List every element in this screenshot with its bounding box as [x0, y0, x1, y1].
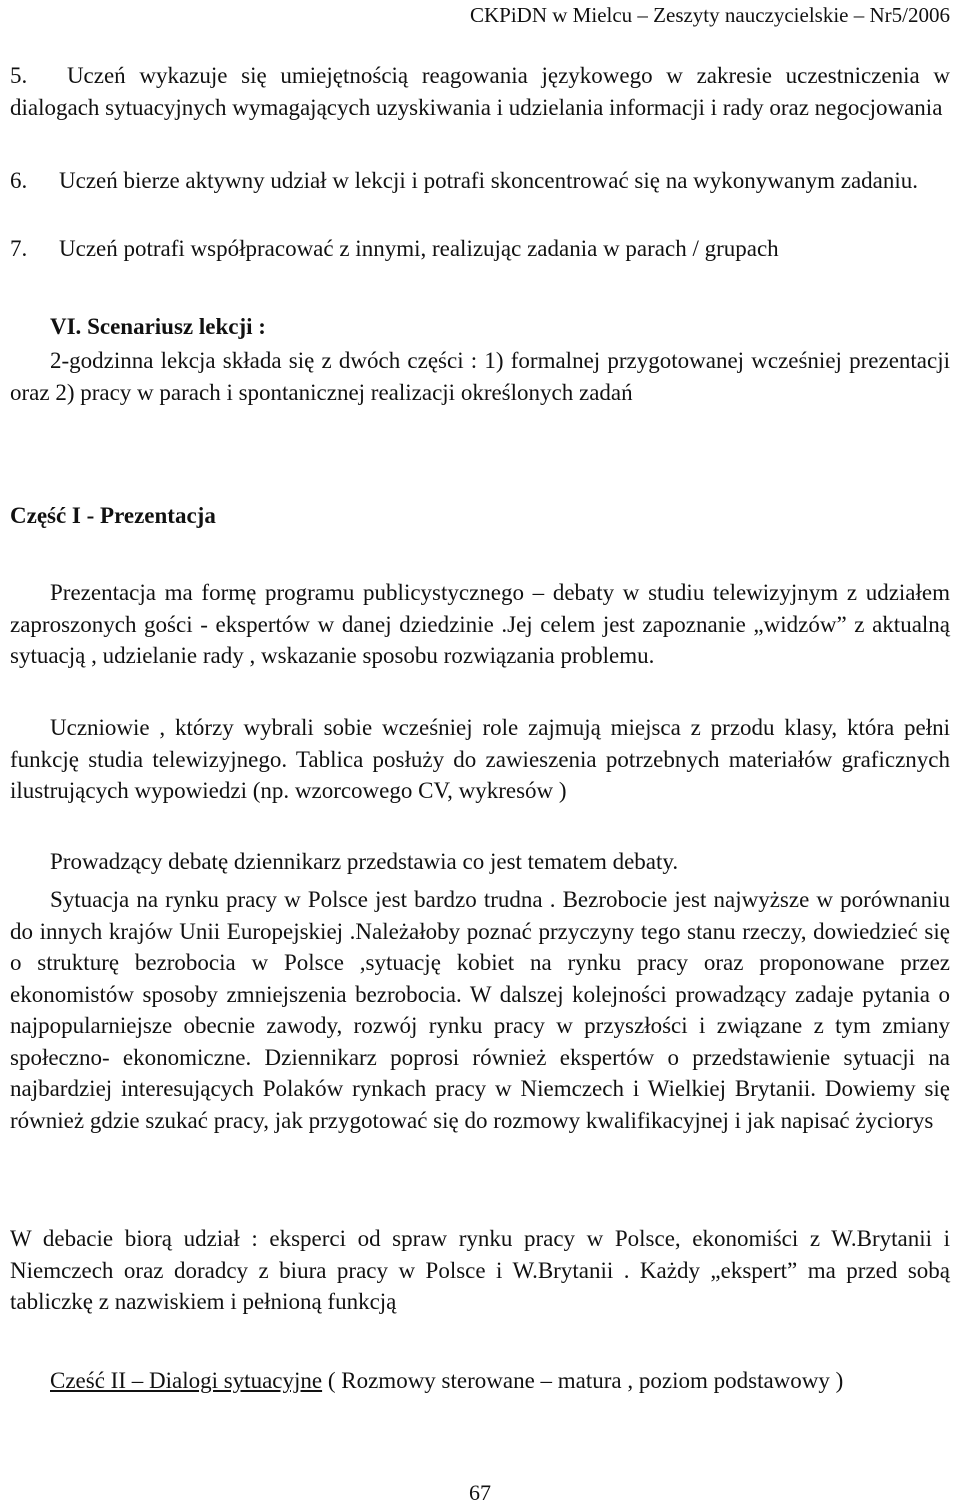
document-page	[10, 0, 950, 1508]
section-title: Scenariusz lekcji :	[87, 314, 266, 339]
objective-5	[10, 60, 950, 123]
objective-6	[10, 165, 950, 197]
part1-paragraph-1: Prezentacja ma formę programu publicystycznego – debaty w studiu telewizyjnym z udziałem zaproszonych gości - ekspertów w danej dziedzinie .Jej celem jest zapoznanie „widzów” z aktualną sytuacją , udzielanie rady , wskazanie sposobu rozwiązania problemu.	[10, 580, 950, 668]
objective-text: Uczeń wykazuje się umiejętnością reagowania językowego w zakresie uczestniczenia w dialogach sytuacyjnych wymagających uzyskiwania i udzielania informacji i rady oraz negocjowania	[10, 63, 950, 120]
part1-title: Część I - Prezentacja	[10, 503, 216, 528]
objective-text: Uczeń bierze aktywny udział w lekcji i potrafi skoncentrować się na wykonywanym zadaniu.	[59, 168, 918, 193]
part1-paragraph-3: Prowadzący debatę dziennikarz przedstawia co jest tematem debaty.	[50, 849, 679, 874]
objective-number: 7.	[10, 236, 28, 261]
lesson-intro: 2-godzinna lekcja składa się z dwóch części : 1) formalnej przygotowanej wcześniej prezentacji oraz 2) pracy w parach i spontanicznej realizacji określonych zadań	[10, 348, 950, 405]
part1-paragraph-4: Sytuacja na rynku pracy w Polsce jest bardzo trudna . Bezrobocie jest najwyższe w porównaniu do innych krajów Unii Europejskiej .Należałoby poznać przyczyny tego stanu rzeczy, dowiedzieć się o strukturę bezrobocia w Polsce ,sytuację kobiet na rynku pracy oraz proponowane przez ekonomistów sposoby zmniejszenia bezrobocia. W dalszej kolejności prowadzący zadaje pytania o najpopularniejsze obecnie zawody, rozwój rynku pracy w przyszłości i związane z tym zmiany społeczno- ekonomiczne. Dziennikarz poprosi również ekspertów o przedstawienie sytuacji na najbardziej interesujących Polaków rynkach pracy w Niemczech i Wielkiej Brytanii. Dowiemy się również gdzie szukać pracy, jak przygotować się do rozmowy kwalifikacyjnej i jak napisać życiorys	[10, 887, 950, 1133]
part2-title: Cześć II – Dialogi sytuacyjne	[50, 1368, 323, 1393]
part1-paragraph-5: W debacie biorą udział : eksperci od spraw rynku pracy w Polsce, ekonomiści z W.Brytanii i Niemczech oraz doradcy z biura pracy w Polsce i W.Brytanii . Każdy „ekspert” ma przed sobą tabliczkę z nazwiskiem i pełnioną funkcją	[10, 1226, 950, 1314]
objective-number: 6.	[10, 168, 28, 193]
section-number: VI.	[50, 314, 82, 339]
part2-subtitle: ( Rozmowy sterowane – matura , poziom podstawowy )	[322, 1368, 844, 1393]
objective-7	[10, 233, 950, 265]
part1-paragraph-2: Uczniowie , którzy wybrali sobie wcześniej role zajmują miejsca z przodu klasy, która pełni funkcję studia telewizyjnego. Tablica posłuży do zawieszenia potrzebnych materiałów graficznych ilustrujących wypowiedzi (np. wzorcowego CV, wykresów )	[10, 715, 950, 803]
section-vi-heading	[50, 311, 266, 342]
running-header: CKPiDN w Mielcu – Zeszyty nauczycielskie – Nr5/2006	[470, 3, 950, 27]
objective-number: 5.	[10, 63, 28, 88]
part2-heading	[10, 1365, 950, 1397]
page-number: 67	[469, 1480, 491, 1505]
objective-text: Uczeń potrafi współpracować z innymi, realizując zadania w parach / grupach	[59, 236, 779, 261]
